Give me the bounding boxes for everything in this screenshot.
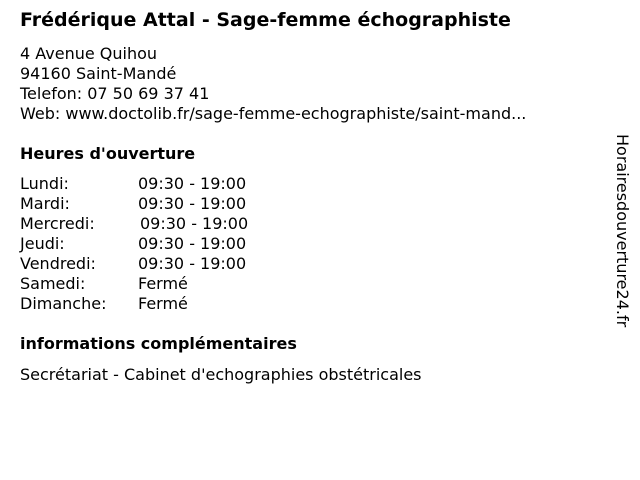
hours-heading: Heures d'ouverture	[20, 144, 196, 163]
day-label: Samedi:	[20, 274, 86, 293]
phone-number: Telefon: 07 50 69 37 41	[20, 84, 210, 103]
website-link[interactable]: Web: www.doctolib.fr/sage-femme-echographiste/saint-mand...	[20, 104, 527, 123]
day-label: Dimanche:	[20, 294, 107, 313]
info-heading: informations complémentaires	[20, 334, 297, 353]
day-label: Lundi:	[20, 174, 69, 193]
site-brand-vertical: Horairesdouverture24.fr	[613, 134, 632, 328]
day-label: Mercredi:	[20, 214, 95, 233]
time-value: Fermé	[138, 274, 188, 293]
time-value: 09:30 - 19:00	[138, 174, 247, 193]
time-value: 09:30 - 19:00	[138, 194, 247, 213]
address-block	[20, 44, 526, 124]
city-address: 94160 Saint-Mandé	[20, 64, 177, 83]
time-value: 09:30 - 19:00	[138, 254, 247, 273]
street-address: 4 Avenue Quihou	[20, 44, 158, 63]
day-label: Jeudi:	[20, 234, 65, 253]
day-label: Vendredi:	[20, 254, 96, 273]
time-value: Fermé	[138, 294, 188, 313]
time-value: 09:30 - 19:00	[138, 234, 247, 253]
info-text: Secrétariat - Cabinet d'echographies obstétricales	[20, 365, 422, 384]
day-label: Mardi:	[20, 194, 70, 213]
page-title: Frédérique Attal - Sage-femme échographiste	[20, 9, 511, 31]
time-value: 09:30 - 19:00	[140, 214, 249, 233]
